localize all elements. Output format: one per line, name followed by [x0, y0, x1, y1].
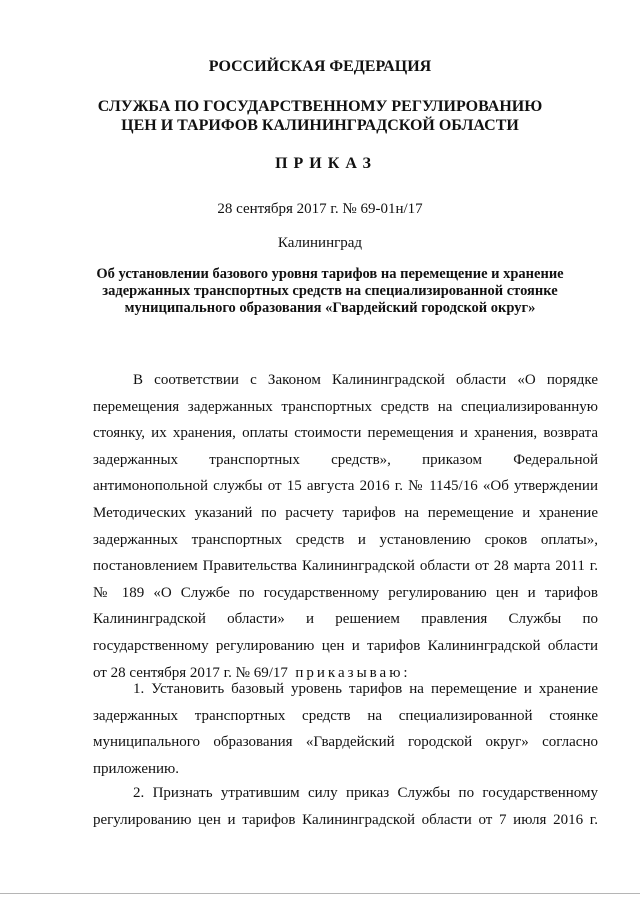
- preamble-line: антимонопольной службы от 15 августа 2016 г. № 1145/16 «Об утверждении: [93, 478, 598, 495]
- preamble-line: Калининградской области» и решением правления Службы по: [93, 611, 598, 628]
- page-bottom-divider: [0, 893, 640, 894]
- order-city: Калининград: [277, 235, 363, 251]
- preamble-line: задержанных транспортных средств», приказом Федеральной: [93, 451, 598, 468]
- country-heading: РОССИЙСКАЯ ФЕДЕРАЦИЯ: [208, 58, 432, 75]
- item-1-line: муниципального образования «Гвардейский городской округ» согласно: [93, 734, 598, 751]
- agency-heading-line-1: СЛУЖБА ПО ГОСУДАРСТВЕННОМУ РЕГУЛИРОВАНИЮ: [97, 98, 543, 115]
- item-1-paragraph: [93, 676, 598, 782]
- preamble-line: № 189 «О Службе по государственному регулированию цен и тарифов: [93, 584, 598, 601]
- preamble-line: задержанных транспортных средств и установлению сроков оплаты»,: [93, 531, 598, 548]
- preamble-line: В соответствии с Законом Калининградской области «О порядке: [133, 372, 598, 388]
- preamble-final-text: от 28 сентября 2017 г. № 69/17: [93, 664, 288, 681]
- order-subject: [90, 266, 570, 317]
- order-subject-line-3: муниципального образования «Гвардейский городской округ»: [124, 300, 536, 316]
- order-date-number: 28 сентября 2017 г. № 69-01н/17: [217, 201, 423, 217]
- preamble-line: Методических указаний по расчету тарифов на перемещение и хранение: [93, 504, 598, 521]
- order-keyword: приказываю:: [295, 664, 411, 681]
- preamble-line: постановлением Правительства Калининградской области от 28 марта 2011 г.: [93, 558, 598, 575]
- document-type-heading: ПРИКАЗ: [275, 155, 377, 172]
- preamble-line: государственному регулированию цен и тарифов Калининградской области: [93, 637, 598, 654]
- preamble-line: перемещения задержанных транспортных средств на специализированную: [93, 398, 598, 415]
- item-2-line: 2. Признать утратившим силу приказ Службы по государственному: [133, 785, 598, 801]
- item-2-line: регулированию цен и тарифов Калининградской области от 7 июля 2016 г.: [93, 811, 598, 828]
- item-1-line: 1. Установить базовый уровень тарифов на перемещение и хранение: [133, 681, 598, 697]
- item-1-line: приложению.: [93, 760, 180, 777]
- item-1-line: задержанных транспортных средств на специализированной стоянке: [93, 707, 598, 724]
- order-subject-line-1: Об установлении базового уровня тарифов на перемещение и хранение: [96, 266, 564, 282]
- agency-heading-line-2: ЦЕН И ТАРИФОВ КАЛИНИНГРАДСКОЙ ОБЛАСТИ: [121, 117, 519, 134]
- order-subject-line-2: задержанных транспортных средств на специализированной стоянке: [102, 283, 558, 299]
- item-2-paragraph: [93, 780, 598, 833]
- agency-heading: [0, 97, 640, 135]
- preamble-line: стоянку, их хранения, оплаты стоимости перемещения и хранения, возврата: [93, 425, 598, 442]
- preamble-paragraph: [93, 367, 598, 686]
